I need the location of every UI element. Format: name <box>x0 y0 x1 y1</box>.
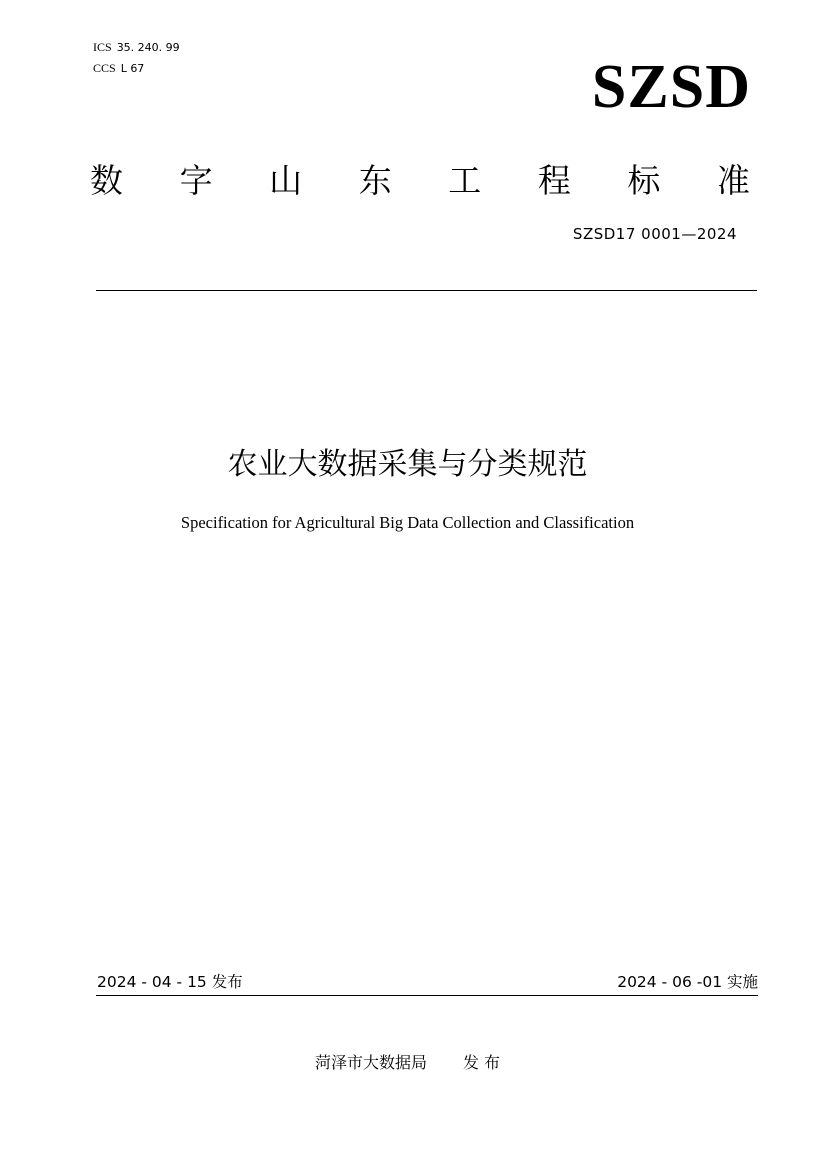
heading-char: 工 <box>448 160 482 200</box>
ics-label: ICS <box>93 40 112 54</box>
standard-number: SZSD17 0001—2024 <box>572 225 737 243</box>
document-title-english: Specification for Agricultural Big Data Collection and Classification <box>180 513 635 532</box>
header-divider <box>96 290 757 291</box>
ics-code <box>93 40 180 55</box>
publisher-name: 菏泽市大数据局 <box>314 1053 427 1072</box>
publisher-action: 发 布 <box>462 1053 501 1072</box>
ccs-code <box>93 61 144 76</box>
heading-char: 字 <box>179 160 213 200</box>
heading-char: 东 <box>358 160 392 200</box>
footer-divider <box>96 995 758 996</box>
heading-char: 程 <box>537 160 571 200</box>
ccs-value: L 67 <box>120 62 145 75</box>
heading-char: 准 <box>716 160 750 200</box>
heading-char: 山 <box>269 160 303 200</box>
standard-heading <box>90 156 750 200</box>
heading-char: 标 <box>627 160 661 200</box>
document-title-chinese: 农业大数据采集与分类规范 <box>227 447 588 482</box>
brand-logo: SZSD <box>591 53 751 121</box>
ccs-label: CCS <box>93 61 116 75</box>
implementation-date: 2024 - 06 -01 实施 <box>617 973 758 991</box>
ics-value: 35. 240. 99 <box>116 41 180 54</box>
heading-char: 数 <box>90 160 123 200</box>
publisher-line <box>0 1052 815 1074</box>
release-date: 2024 - 04 - 15 发布 <box>97 973 243 991</box>
